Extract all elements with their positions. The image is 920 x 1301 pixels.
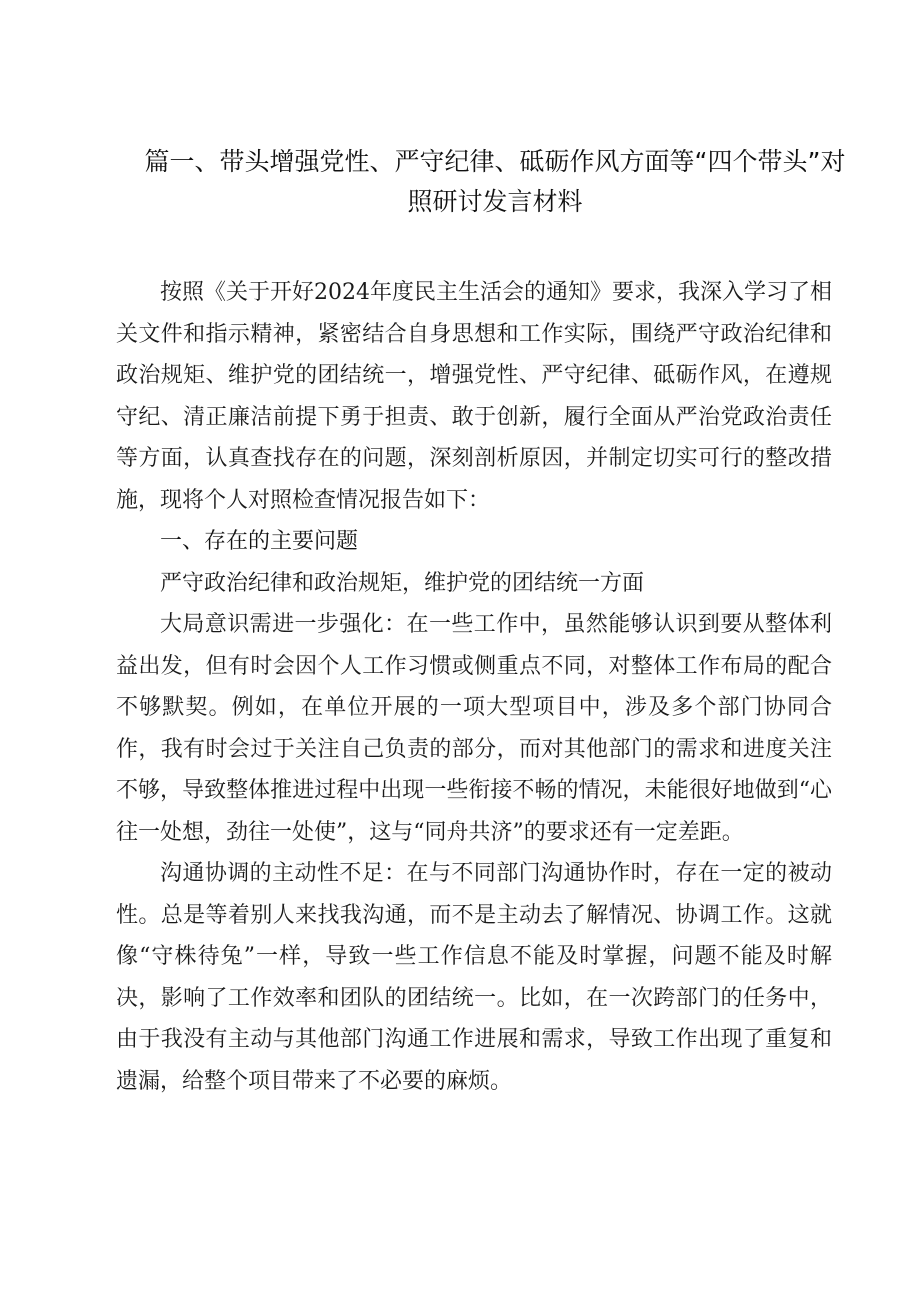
intro-paragraph: 按照《关于开好2024年度民主生活会的通知》要求，我深入学习了相关文件和指示精神，紧密结合自身思想和工作实际，围绕严守政治纪律和政治规矩、维护党的团结统一，增强党性、严守纪律、砥砺作风，在遵规守纪、清正廉洁前提下勇于担责、敢于创新，履行全面从严治党政治责任等方面，认真查找存在的问题，深刻剖析原因，并制定切实可行的整改措施，现将个人对照检查情况报告如下： bbox=[116, 280, 832, 513]
subsection-heading: 严守政治纪律和政治规矩，维护党的团结统一方面 bbox=[160, 570, 645, 596]
document-body bbox=[116, 272, 832, 1102]
document-title bbox=[120, 142, 870, 222]
paragraph-communication: 沟通协调的主动性不足：在与不同部门沟通协作时，存在一定的被动性。总是等着别人来找我沟通，而不是主动去了解情况、协调工作。这就像“守株待兔”一样，导致一些工作信息不能及时掌握，问题不能及时解决，影响了工作效率和团队的团结统一。比如，在一次跨部门的任务中，由于我没有主动与其他部门沟通工作进展和需求，导致工作出现了重复和遗漏，给整个项目带来了不必要的麻烦。 bbox=[116, 861, 832, 1094]
paragraph-overall-awareness: 大局意识需进一步强化：在一些工作中，虽然能够认识到要从整体利益出发，但有时会因个人工作习惯或侧重点不同，对整体工作布局的配合不够默契。例如，在单位开展的一项大型项目中，涉及多个部门协同合作，我有时会过于关注自己负责的部分，而对其他部门的需求和进度关注不够，导致整体推进过程中出现一些衔接不畅的情况，未能很好地做到“心往一处想，劲往一处使”，这与“同舟共济”的要求还有一定差距。 bbox=[116, 612, 832, 845]
title-line-2: 照研讨发言材料 bbox=[407, 187, 583, 216]
section-heading: 一、存在的主要问题 bbox=[160, 529, 359, 554]
title-line-1: 篇一、带头增强党性、严守纪律、砥砺作风方面等“四个带头”对 bbox=[144, 147, 846, 176]
